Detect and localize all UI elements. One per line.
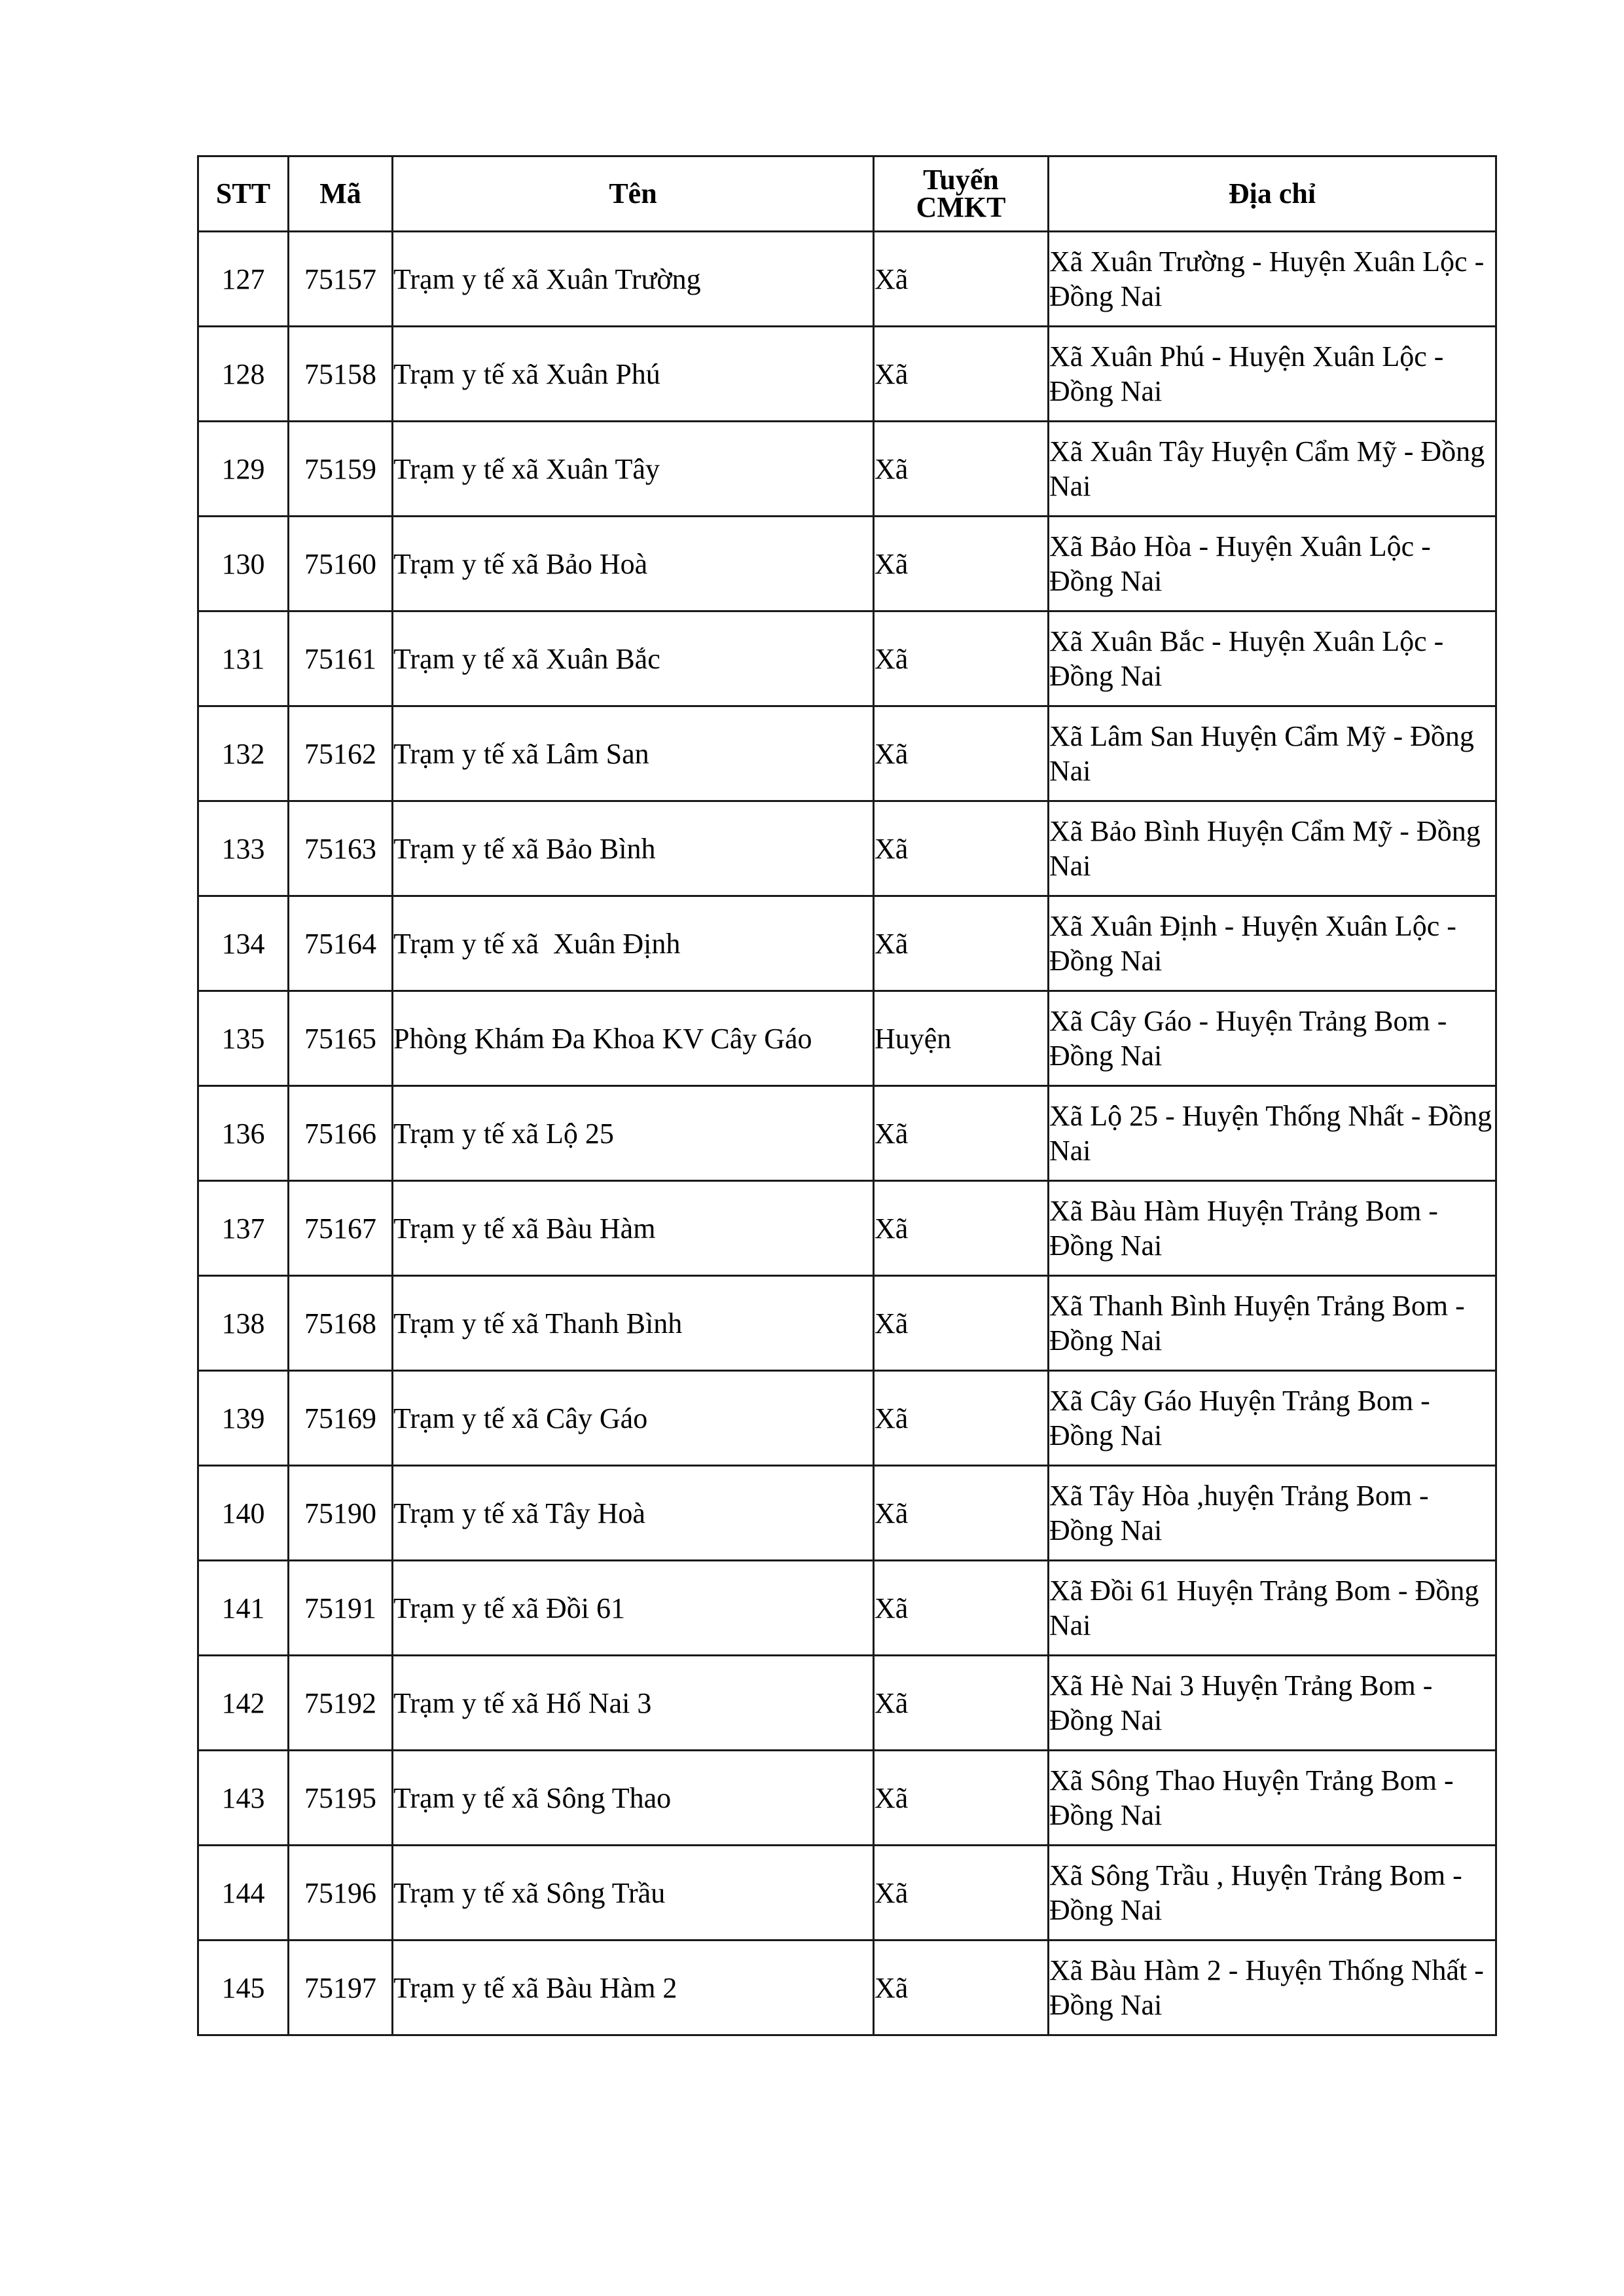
- cell-stt: 131: [198, 611, 289, 706]
- cell-tuyen: Xã: [874, 1086, 1049, 1181]
- cell-dia-chi: Xã Bảo Hòa - Huyện Xuân Lộc - Đồng Nai: [1049, 517, 1496, 611]
- cell-ten: Trạm y tế xã Bảo Hoà: [393, 517, 874, 611]
- cell-ten: Trạm y tế xã Thanh Bình: [393, 1276, 874, 1371]
- cell-stt: 144: [198, 1846, 289, 1941]
- header-stt: STT: [198, 156, 289, 232]
- cell-tuyen: Xã: [874, 896, 1049, 991]
- cell-ma: 75196: [289, 1846, 393, 1941]
- cell-ten: Trạm y tế xã Bảo Bình: [393, 801, 874, 896]
- cell-ma: 75161: [289, 611, 393, 706]
- cell-ten: Trạm y tế xã Xuân Tây: [393, 422, 874, 517]
- header-tuyen-line2: CMKT: [916, 191, 1006, 223]
- cell-tuyen: Xã: [874, 1941, 1049, 2035]
- table-row: [198, 422, 1496, 517]
- table-row: [198, 1276, 1496, 1371]
- cell-dia-chi: Xã Xuân Định - Huyện Xuân Lộc - Đồng Nai: [1049, 896, 1496, 991]
- cell-dia-chi: Xã Bàu Hàm 2 - Huyện Thống Nhất - Đồng Nai: [1049, 1941, 1496, 2035]
- cell-ten: Trạm y tế xã Đồi 61: [393, 1561, 874, 1656]
- cell-tuyen: Xã: [874, 1466, 1049, 1561]
- cell-stt: 135: [198, 991, 289, 1086]
- cell-ten: Trạm y tế xã Sông Thao: [393, 1751, 874, 1846]
- cell-dia-chi: Xã Sông Trầu , Huyện Trảng Bom - Đồng Nai: [1049, 1846, 1496, 1941]
- cell-stt: 137: [198, 1181, 289, 1276]
- table-row: [198, 991, 1496, 1086]
- cell-dia-chi: Xã Tây Hòa ,huyện Trảng Bom - Đồng Nai: [1049, 1466, 1496, 1561]
- cell-tuyen: Xã: [874, 1846, 1049, 1941]
- cell-tuyen: Xã: [874, 327, 1049, 422]
- header-tuyen-cmkt: [874, 156, 1049, 232]
- cell-tuyen: Xã: [874, 1276, 1049, 1371]
- health-facility-table: [197, 155, 1497, 2036]
- cell-ma: 75169: [289, 1371, 393, 1466]
- cell-ten: Trạm y tế xã Lộ 25: [393, 1086, 874, 1181]
- cell-ma: 75191: [289, 1561, 393, 1656]
- cell-tuyen: Xã: [874, 1181, 1049, 1276]
- cell-ma: 75190: [289, 1466, 393, 1561]
- cell-ten: Trạm y tế xã Hố Nai 3: [393, 1656, 874, 1751]
- table-row: [198, 517, 1496, 611]
- cell-stt: 138: [198, 1276, 289, 1371]
- cell-tuyen: Xã: [874, 517, 1049, 611]
- cell-ma: 75167: [289, 1181, 393, 1276]
- cell-tuyen: Xã: [874, 801, 1049, 896]
- table-row: [198, 1181, 1496, 1276]
- cell-dia-chi: Xã Xuân Trường - Huyện Xuân Lộc - Đồng Nai: [1049, 232, 1496, 327]
- cell-stt: 139: [198, 1371, 289, 1466]
- cell-stt: 143: [198, 1751, 289, 1846]
- cell-ten: Trạm y tế xã Lâm San: [393, 706, 874, 801]
- cell-tuyen: Xã: [874, 1656, 1049, 1751]
- cell-dia-chi: Xã Cây Gáo - Huyện Trảng Bom - Đồng Nai: [1049, 991, 1496, 1086]
- cell-stt: 129: [198, 422, 289, 517]
- cell-ten: Trạm y tế xã Xuân Trường: [393, 232, 874, 327]
- cell-ma: 75168: [289, 1276, 393, 1371]
- cell-dia-chi: Xã Lộ 25 - Huyện Thống Nhất - Đồng Nai: [1049, 1086, 1496, 1181]
- cell-stt: 127: [198, 232, 289, 327]
- cell-stt: 140: [198, 1466, 289, 1561]
- table-header-row: [198, 156, 1496, 232]
- cell-ma: 75158: [289, 327, 393, 422]
- cell-ten: Trạm y tế xã Xuân Bắc: [393, 611, 874, 706]
- cell-tuyen: Xã: [874, 422, 1049, 517]
- cell-ma: 75162: [289, 706, 393, 801]
- table-row: [198, 1466, 1496, 1561]
- cell-dia-chi: Xã Bảo Bình Huyện Cẩm Mỹ - Đồng Nai: [1049, 801, 1496, 896]
- cell-tuyen: Xã: [874, 1561, 1049, 1656]
- table-body: [198, 232, 1496, 2035]
- cell-tuyen: Xã: [874, 1751, 1049, 1846]
- cell-ten: Trạm y tế xã Xuân Định: [393, 896, 874, 991]
- table-row: [198, 611, 1496, 706]
- cell-dia-chi: Xã Hè Nai 3 Huyện Trảng Bom - Đồng Nai: [1049, 1656, 1496, 1751]
- cell-dia-chi: Xã Xuân Bắc - Huyện Xuân Lộc - Đồng Nai: [1049, 611, 1496, 706]
- cell-ten: Trạm y tế xã Bàu Hàm 2: [393, 1941, 874, 2035]
- cell-ten: Trạm y tế xã Bàu Hàm: [393, 1181, 874, 1276]
- table-row: [198, 1371, 1496, 1466]
- cell-stt: 142: [198, 1656, 289, 1751]
- cell-ten: Trạm y tế xã Sông Trầu: [393, 1846, 874, 1941]
- cell-tuyen: Xã: [874, 611, 1049, 706]
- cell-ma: 75195: [289, 1751, 393, 1846]
- table-row: [198, 327, 1496, 422]
- cell-dia-chi: Xã Sông Thao Huyện Trảng Bom - Đồng Nai: [1049, 1751, 1496, 1846]
- cell-ma: 75159: [289, 422, 393, 517]
- table-row: [198, 232, 1496, 327]
- cell-dia-chi: Xã Xuân Phú - Huyện Xuân Lộc - Đồng Nai: [1049, 327, 1496, 422]
- cell-ma: 75163: [289, 801, 393, 896]
- table-row: [198, 896, 1496, 991]
- cell-stt: 132: [198, 706, 289, 801]
- table-row: [198, 706, 1496, 801]
- cell-tuyen: Huyện: [874, 991, 1049, 1086]
- table-row: [198, 1751, 1496, 1846]
- table-row: [198, 1941, 1496, 2035]
- cell-ten: Trạm y tế xã Tây Hoà: [393, 1466, 874, 1561]
- cell-ma: 75192: [289, 1656, 393, 1751]
- cell-ma: 75165: [289, 991, 393, 1086]
- cell-stt: 145: [198, 1941, 289, 2035]
- cell-dia-chi: Xã Xuân Tây Huyện Cẩm Mỹ - Đồng Nai: [1049, 422, 1496, 517]
- cell-ten: Trạm y tế xã Cây Gáo: [393, 1371, 874, 1466]
- cell-dia-chi: Xã Lâm San Huyện Cẩm Mỹ - Đồng Nai: [1049, 706, 1496, 801]
- header-tuyen-line1: Tuyến: [923, 164, 999, 196]
- cell-tuyen: Xã: [874, 1371, 1049, 1466]
- cell-stt: 130: [198, 517, 289, 611]
- cell-stt: 133: [198, 801, 289, 896]
- table-row: [198, 1846, 1496, 1941]
- cell-stt: 136: [198, 1086, 289, 1181]
- cell-dia-chi: Xã Cây Gáo Huyện Trảng Bom - Đồng Nai: [1049, 1371, 1496, 1466]
- cell-ma: 75157: [289, 232, 393, 327]
- cell-dia-chi: Xã Bàu Hàm Huyện Trảng Bom - Đồng Nai: [1049, 1181, 1496, 1276]
- table-row: [198, 1561, 1496, 1656]
- cell-dia-chi: Xã Đồi 61 Huyện Trảng Bom - Đồng Nai: [1049, 1561, 1496, 1656]
- header-ma: Mã: [289, 156, 393, 232]
- table-row: [198, 1086, 1496, 1181]
- cell-stt: 134: [198, 896, 289, 991]
- cell-ma: 75166: [289, 1086, 393, 1181]
- cell-ten: Trạm y tế xã Xuân Phú: [393, 327, 874, 422]
- cell-tuyen: Xã: [874, 232, 1049, 327]
- table-row: [198, 1656, 1496, 1751]
- cell-ma: 75197: [289, 1941, 393, 2035]
- header-dia-chi: Địa chỉ: [1049, 156, 1496, 232]
- cell-stt: 128: [198, 327, 289, 422]
- header-ten: Tên: [393, 156, 874, 232]
- cell-ma: 75164: [289, 896, 393, 991]
- cell-stt: 141: [198, 1561, 289, 1656]
- cell-ten: Phòng Khám Đa Khoa KV Cây Gáo: [393, 991, 874, 1086]
- cell-ma: 75160: [289, 517, 393, 611]
- cell-tuyen: Xã: [874, 706, 1049, 801]
- table-row: [198, 801, 1496, 896]
- cell-dia-chi: Xã Thanh Bình Huyện Trảng Bom - Đồng Nai: [1049, 1276, 1496, 1371]
